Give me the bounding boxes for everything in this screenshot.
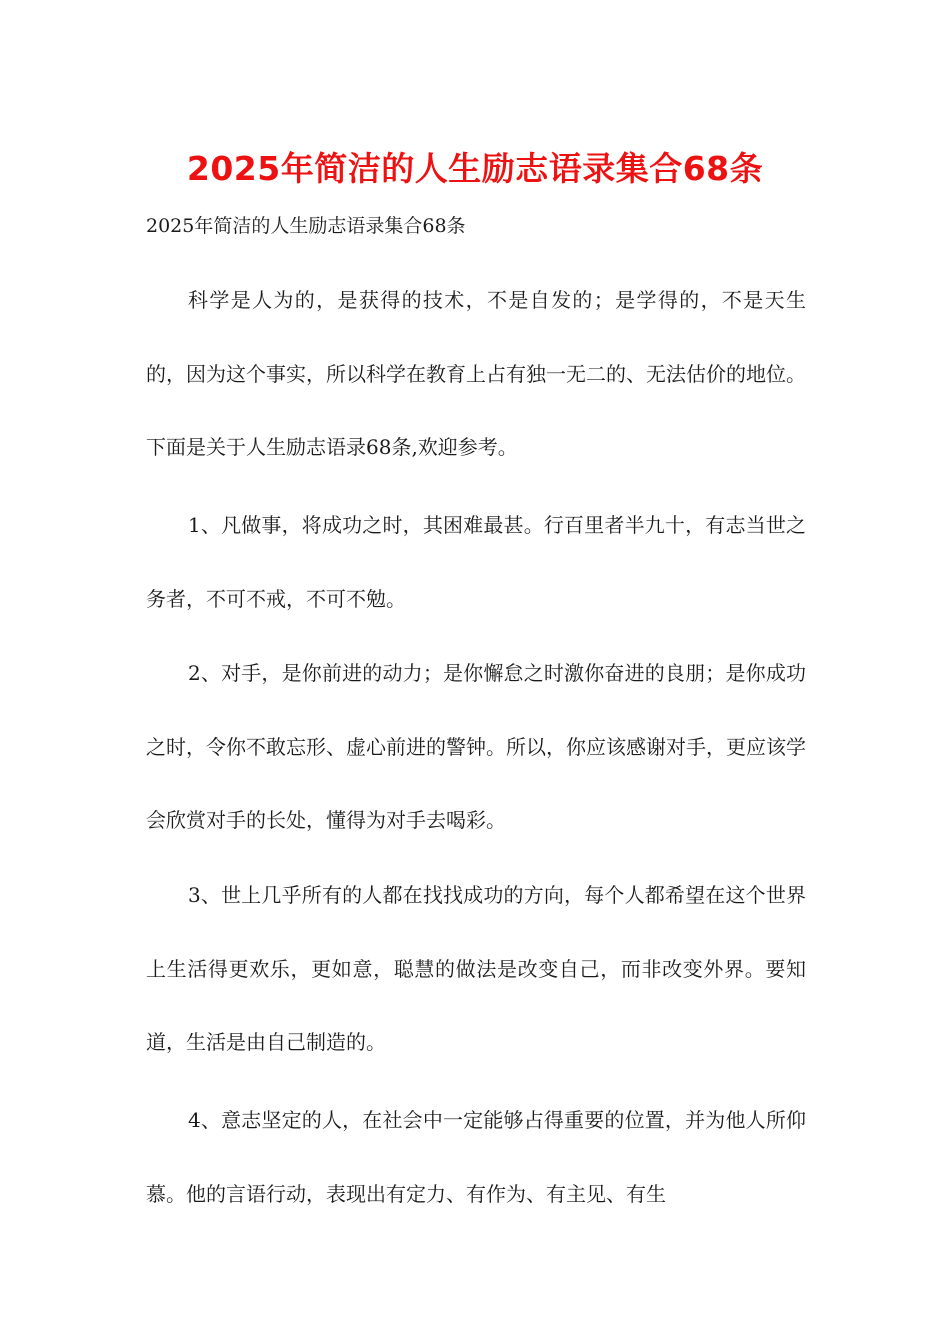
quote-paragraph-1: 1、凡做事，将成功之时，其困难最甚。行百里者半九十，有志当世之务者，不可不戒，不可不勉。 <box>146 513 806 611</box>
document-title: 2025年简洁的人生励志语录集合68条 <box>186 149 764 188</box>
document-subtitle: 2025年简洁的人生励志语录集合68条 <box>146 215 466 237</box>
quote-paragraph-3: 3、世上几乎所有的人都在找找成功的方向，每个人都希望在这个世界上生活得更欢乐，更如意，聪慧的做法是改变自己，而非改变外界。要知道，生活是由自己制造的。 <box>146 883 806 1054</box>
intro-paragraph: 科学是人为的，是获得的技术，不是自发的；是学得的，不是天生的，因为这个事实，所以科学在教育上占有独一无二的、无法估价的地位。下面是关于人生励志语录68条,欢迎参考。 <box>146 288 806 459</box>
quote-paragraph-2: 2、对手，是你前进的动力；是你懈怠之时激你奋进的良朋；是你成功之时，令你不敢忘形、虚心前进的警钟。所以，你应该感谢对手，更应该学会欣赏对手的长处，懂得为对手去喝彩。 <box>146 661 806 832</box>
quote-paragraph-4: 4、意志坚定的人，在社会中一定能够占得重要的位置，并为他人所仰慕。他的言语行动，表现出有定力、有作为、有主见、有生 <box>146 1108 806 1206</box>
